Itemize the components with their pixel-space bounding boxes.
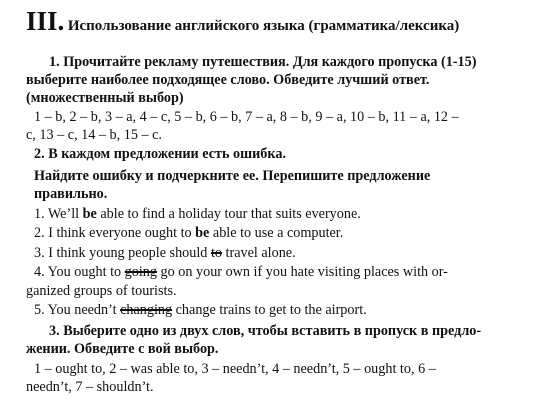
sentence-text: go on your own if you hate visiting places with or- (157, 264, 448, 280)
task1-answers-line-1: 1 – b, 2 – b, 3 – a, 4 – c, 5 – b, 6 – b, 7 – a, 8 – b, 9 – a, 10 – b, 11 – a, 12 – (34, 109, 459, 125)
task2-sentence-5 (34, 301, 367, 319)
sentence-text: able to find a holiday tour that suits everyone. (96, 206, 361, 222)
task2-sentence-4 (34, 263, 448, 281)
task2-sentence-4-continued: ganized groups of tourists. (26, 283, 177, 299)
sentence-text: 4. You ought to (34, 264, 125, 280)
sentence-text: change trains to get to the airport. (172, 302, 367, 318)
sentence-text: 1. We’ll (34, 206, 83, 222)
task2-instruction-line-2: правильно. (34, 186, 108, 202)
sentence-text: 5. You needn’t (34, 302, 121, 318)
highlighted-word: be (82, 206, 97, 222)
task3-answers-line-1: 1 – ought to, 2 – was able to, 3 – needn’t, 4 – needn’t, 5 – ought to, 6 – (34, 361, 436, 377)
task1-heading-line-1: 1. Прочитайте рекламу путешествия. Для каждого пропуска (1-15) (49, 54, 477, 70)
highlighted-word: be (195, 225, 210, 241)
task2-sentence-2 (34, 224, 343, 242)
sentence-text: 3. I think young people should (34, 245, 211, 261)
task3-heading-line-2: жении. Обведите с вой выбор. (26, 341, 219, 357)
task1-heading-line-3: (множественный выбор) (26, 90, 184, 106)
section-heading (26, 6, 459, 36)
task1-heading-line-2: выберите наиболее подходящее слово. Обведите лучший ответ. (26, 72, 430, 88)
sentence-text: able to use a computer. (209, 225, 344, 241)
task1-answers-line-2: c, 13 – c, 14 – b, 15 – c. (26, 127, 162, 143)
task2-sentence-1 (34, 205, 361, 223)
task2-sentence-3 (34, 244, 296, 262)
task2-heading: 2. В каждом предложении есть ошибка. (34, 146, 286, 162)
struck-word: changing (120, 302, 173, 318)
sentence-text: 2. I think everyone ought to (34, 225, 196, 241)
struck-word: to (210, 245, 222, 261)
task3-answers-line-2: needn’t, 7 – shouldn’t. (26, 379, 154, 395)
section-number: III. (26, 6, 65, 36)
task2-instruction-line-1: Найдите ошибку и подчеркните ее. Перепишите предложение (34, 168, 431, 184)
section-title: Использование английского языка (грамматика/лексика) (67, 18, 460, 34)
struck-word: going (124, 264, 157, 280)
task3-heading-line-1: 3. Выберите одно из двух слов, чтобы вставить в пропуск в предло- (49, 323, 482, 339)
sentence-text: travel alone. (221, 245, 296, 261)
